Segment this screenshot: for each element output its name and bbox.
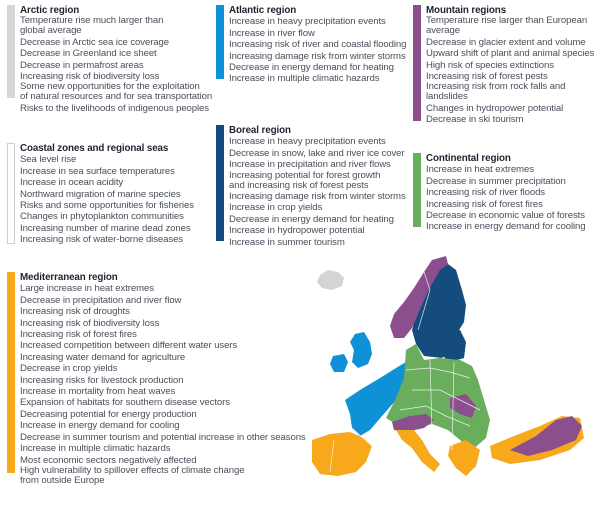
atlantic-item: Increase in heavy precipitation events: [229, 16, 386, 28]
boreal-item: Increasing damage risk from winter storms: [229, 191, 406, 203]
mountain-item: High risk of species extinctions: [426, 59, 554, 71]
boreal-item: and increasing risk of forest pests: [229, 179, 369, 191]
region-atlantic: [216, 5, 406, 85]
continental-item: Decrease in summer precipitation: [426, 175, 566, 187]
continental-title: Continental region: [426, 153, 511, 164]
boreal-item: Increase in summer tourism: [229, 236, 345, 248]
mediterranean-item: Increase in multiple climatic hazards: [20, 443, 171, 455]
arctic-item: Risks to the livelihoods of indigenous peoples: [20, 102, 209, 114]
mediterranean-item: Most economic sectors negatively affected: [20, 454, 197, 466]
boreal-item: Increase in hydropower potential: [229, 225, 365, 237]
coastal-content: [20, 143, 194, 246]
mediterranean-item: Decrease in crop yields: [20, 363, 118, 375]
iceland-shape: [317, 270, 344, 290]
mediterranean-color-bar: [7, 272, 15, 473]
region-continental: [413, 153, 586, 233]
mediterranean-item: Large increase in heat extremes: [20, 283, 154, 295]
continental-item: Increasing risk of forest fires: [426, 198, 543, 210]
coastal-color-bar: [7, 143, 15, 244]
coastal-item: Increase in ocean acidity: [20, 177, 124, 189]
boreal-item: Increase in crop yields: [229, 202, 323, 214]
mediterranean-italy-shape: [396, 430, 440, 472]
region-mountain: [413, 5, 594, 126]
mediterranean-iberia-shape: [312, 432, 372, 476]
arctic-item: Some new opportunities for the exploitation: [20, 81, 200, 93]
mediterranean-item: Increasing risks for livestock production: [20, 374, 184, 386]
arctic-item: Decrease in Arctic sea ice coverage: [20, 36, 170, 48]
mediterranean-item: Decrease in precipitation and river flow: [20, 294, 182, 306]
coastal-title: Coastal zones and regional seas: [20, 143, 169, 154]
atlantic-item: Increasing risk of river and coastal flooding: [229, 39, 407, 51]
boreal-item: Decrease in energy demand for heating: [229, 213, 394, 225]
region-boreal: [216, 125, 406, 248]
mountain-item: Temperature rise larger than European: [426, 15, 588, 27]
coastal-item: Northward migration of marine species: [20, 188, 181, 200]
boreal-content: [229, 125, 406, 248]
mountain-color-bar: [413, 5, 421, 121]
arctic-content: [20, 5, 212, 114]
arctic-item: Increasing risk of biodiversity loss: [20, 71, 160, 83]
mountain-item: landslides: [426, 91, 468, 103]
mountain-item: average: [426, 25, 460, 37]
atlantic-item: Increase in river flow: [229, 27, 315, 39]
coastal-item: Increasing number of marine dead zones: [20, 222, 191, 234]
coastal-item: Sea level rise: [20, 154, 77, 166]
atlantic-title: Atlantic region: [229, 5, 297, 16]
arctic-item: Temperature rise much larger than: [20, 15, 164, 27]
coastal-item: Increase in sea surface temperatures: [20, 165, 175, 177]
region-arctic: [7, 5, 212, 114]
boreal-item: Increase in precipitation and river flows: [229, 159, 391, 171]
atlantic-item: Increase in multiple climatic hazards: [229, 73, 380, 85]
region-mediterranean: [7, 272, 306, 486]
continental-item: Increase in energy demand for cooling: [426, 221, 586, 233]
region-coastal: [7, 143, 194, 246]
arctic-item: of natural resources and for sea transportation: [20, 91, 213, 103]
mediterranean-content: [20, 272, 306, 486]
arctic-item: Decrease in Greenland ice sheet: [20, 48, 157, 60]
continental-item: Increase in heat extremes: [426, 164, 534, 176]
mediterranean-item: Increasing risk of forest fires: [20, 329, 137, 341]
mountain-item: Decrease in glacier extent and volume: [426, 36, 586, 48]
mediterranean-item: Expansion of habitats for southern disease vectors: [20, 397, 230, 409]
boreal-item: Decrease in snow, lake and river ice cover: [229, 147, 405, 159]
mountain-item: Changes in hydropower potential: [426, 102, 564, 114]
mediterranean-item: from outside Europe: [20, 474, 105, 486]
continental-color-bar: [413, 153, 421, 227]
coastal-item: Changes in phytoplankton communities: [20, 211, 184, 223]
mountain-content: [426, 5, 594, 126]
mediterranean-item: Increasing water demand for agriculture: [20, 351, 186, 363]
boreal-item: Increase in heavy precipitation events: [229, 136, 386, 148]
mountain-title: Mountain regions: [426, 5, 507, 16]
mountain-item: Increasing risk from rock falls and: [426, 81, 566, 93]
mediterranean-item: Increase in mortality from heat waves: [20, 386, 176, 398]
mediterranean-title: Mediterranean region: [20, 272, 118, 283]
coastal-item: Increasing risk of water-borne diseases: [20, 234, 184, 246]
mediterranean-item: Decreasing potential for energy production: [20, 408, 197, 420]
boreal-item: Increasing potential for forest growth: [229, 169, 381, 181]
europe-map-graphic: [300, 250, 602, 504]
mediterranean-item: Increased competition between different water users: [20, 340, 238, 352]
atlantic-uk-shape: [350, 332, 372, 368]
continental-content: [426, 153, 586, 233]
atlantic-ireland-shape: [330, 354, 348, 372]
arctic-item: Decrease in permafrost areas: [20, 59, 144, 71]
atlantic-content: [229, 5, 406, 85]
mediterranean-item: Increasing risk of droughts: [20, 306, 130, 318]
boreal-color-bar: [216, 125, 224, 241]
atlantic-item: Decrease in energy demand for heating: [229, 62, 394, 74]
mediterranean-item: Decrease in summer tourism and potential increase in other seasons: [20, 431, 306, 443]
mediterranean-item: Increase in energy demand for cooling: [20, 420, 180, 432]
arctic-color-bar: [7, 5, 15, 98]
atlantic-color-bar: [216, 5, 224, 79]
arctic-title: Arctic region: [20, 5, 80, 16]
continental-item: Decrease in economic value of forests: [426, 210, 585, 222]
mediterranean-item: Increasing risk of biodiversity loss: [20, 317, 160, 329]
arctic-item: global average: [20, 25, 82, 37]
mountain-item: Upward shift of plant and animal species: [426, 48, 595, 60]
mediterranean-item: High vulnerability to spillover effects of climate change: [20, 464, 245, 476]
continental-item: Increasing risk of river floods: [426, 187, 546, 199]
boreal-title: Boreal region: [229, 125, 291, 136]
europe-map: [300, 250, 602, 504]
atlantic-item: Increasing damage risk from winter storms: [229, 50, 406, 62]
mountain-item: Increasing risk of forest pests: [426, 71, 548, 83]
coastal-item: Risks and some opportunities for fisheries: [20, 200, 194, 212]
mountain-item: Decrease in ski tourism: [426, 114, 524, 126]
